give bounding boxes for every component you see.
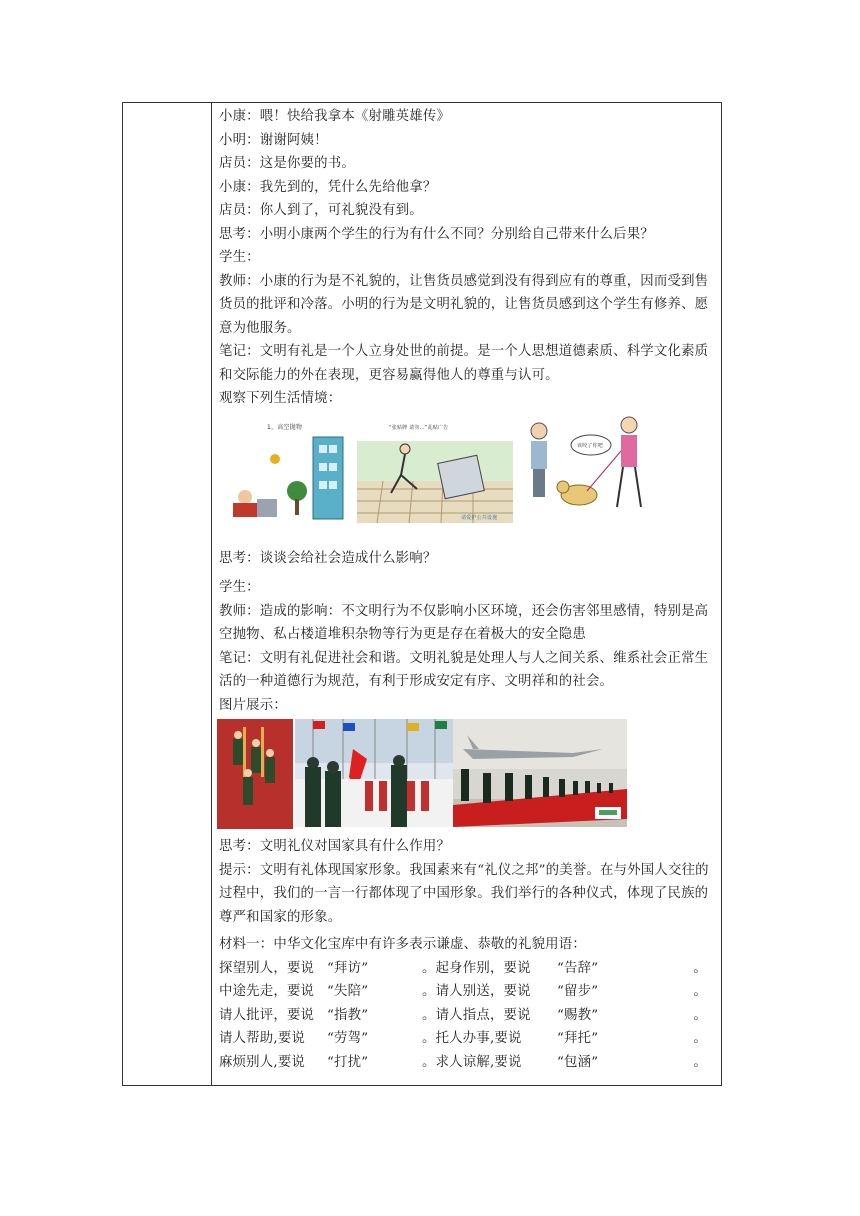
lesson-table — [122, 102, 722, 1086]
honor-guard-photo — [217, 719, 293, 829]
idiom-row — [219, 1027, 717, 1051]
flag-ceremony-photo — [295, 719, 453, 827]
idiom-end: 。 — [693, 984, 707, 999]
teacher-explanation: 教师：小康的行为是不礼貌的，让售货员感觉到没有得到应有的尊重，因而受到售货员的批评和冷落。小明的行为是文明礼貌的，让售货员感到这个学生有修养、愿意为他服务。 — [219, 273, 709, 336]
idiom-prompt: 。托人办事,要说 — [422, 1031, 522, 1046]
svg-text:该咬了你吧: 该咬了你吧 — [577, 442, 604, 449]
material-heading: 材料一：中华文化宝库中有许多表示谦虚、恭敬的礼貌用语： — [219, 937, 586, 952]
idiom-row — [219, 1004, 717, 1028]
idiom-term: “告辞” — [557, 960, 599, 976]
think-question: 思考：文明礼仪对国家具有什么作用？ — [219, 839, 451, 854]
idiom-term: “打扰” — [327, 1054, 369, 1070]
dog-owner-dispute-image — [517, 411, 663, 519]
think-question: 思考：小明小康两个学生的行为有什么不同？分别给自己带来什么后果？ — [219, 226, 654, 242]
life-scenes-images — [219, 411, 717, 539]
note: 笔记：文明有礼是一个人立身处世的前提。是一个人思想道德素质、科学文化素质和交际能力的外在表现，更容易赢得他人的尊重与认可。 — [219, 344, 709, 383]
hint-text: 提示：文明有礼体现国家形象。我国素来有“礼仪之邦”的美誉。在与外国人交往的过程中，我们的一言一行都体现了中国形象。我们举行的各种仪式，体现了民族的尊严和国家的形象。 — [219, 862, 709, 925]
idiom-prompt: 。起身作别，要说 — [422, 960, 531, 976]
idiom-end: 。 — [693, 960, 707, 976]
showcase-heading: 图片展示： — [219, 697, 287, 713]
idiom-term: “劳驾” — [327, 1031, 369, 1046]
idiom-term: “指教” — [327, 1007, 369, 1023]
airport-welcome-ceremony-photo — [453, 719, 627, 827]
observe-heading: 观察下列生活情境： — [219, 391, 342, 406]
dialogue-line: 小明：谢谢阿姨！ — [219, 132, 328, 148]
idiom-term: “包涵” — [557, 1054, 599, 1070]
idiom-prompt: 。请人别送，要说 — [422, 984, 531, 999]
idiom-end: 。 — [693, 1031, 707, 1046]
idiom-prompt: 请人批评，要说 — [219, 1007, 315, 1023]
svg-text:1、高空抛物: 1、高空抛物 — [267, 423, 303, 431]
dialogue-line: 店员：你人到了，可礼貌没有到。 — [219, 203, 423, 218]
idiom-row — [219, 957, 717, 981]
idiom-row — [219, 980, 717, 1004]
idiom-end: 。 — [693, 1007, 707, 1023]
teacher-explanation: 教师：造成的影响：不文明行为不仅影响小区环境，还会伤害邻里感情，特别是高空抛物、私占楼道堆积杂物等行为更是存在着极大的安全隐患 — [219, 603, 709, 642]
damaging-public-facilities-image — [357, 419, 513, 523]
idiom-term: “留步” — [557, 984, 599, 999]
idiom-term: “赐教” — [557, 1007, 599, 1023]
idiom-prompt: 麻烦别人,要说 — [219, 1054, 305, 1070]
idiom-prompt: 。求人谅解,要说 — [422, 1054, 522, 1070]
idiom-prompt: 。请人指点，要说 — [422, 1007, 531, 1023]
idiom-row — [219, 1051, 717, 1075]
national-image-photos — [219, 717, 717, 833]
idiom-end: 。 — [693, 1054, 707, 1070]
idiom-prompt: 探望别人，要说 — [219, 960, 315, 976]
idiom-term: “拜访” — [327, 960, 369, 976]
idiom-term: “失陪” — [327, 984, 369, 999]
idiom-prompt: 中途先走，要说 — [219, 984, 315, 999]
high-altitude-throwing-image — [223, 419, 357, 523]
idiom-list — [219, 957, 717, 1075]
svg-text:“张贴牌 请勿…”乱贴广告: “张贴牌 请勿…”乱贴广告 — [389, 424, 449, 431]
idiom-prompt: 请人帮助,要说 — [219, 1031, 305, 1046]
svg-text:请爱护公共设施: 请爱护公共设施 — [461, 514, 498, 521]
dialogue-line: 小康：喂！快给我拿本《射雕英雄传》 — [219, 109, 451, 124]
dialogue-line: 店员：这是你要的书。 — [219, 156, 355, 171]
dialogue-line: 小康：我先到的，凭什么先给他拿？ — [219, 179, 437, 195]
student-answer: 学生： — [219, 250, 260, 265]
idiom-term: “拜托” — [557, 1031, 599, 1046]
lesson-content — [219, 105, 717, 1074]
column-divider — [211, 103, 212, 1085]
student-answer: 学生： — [219, 580, 260, 595]
note: 笔记：文明有礼促进社会和谐。文明礼貌是处理人与人之间关系、维系社会正常生活的一种道德行为规范，有利于形成安定有序、文明祥和的社会。 — [219, 650, 709, 689]
think-question: 思考：谈谈会给社会造成什么影响？ — [219, 550, 437, 566]
